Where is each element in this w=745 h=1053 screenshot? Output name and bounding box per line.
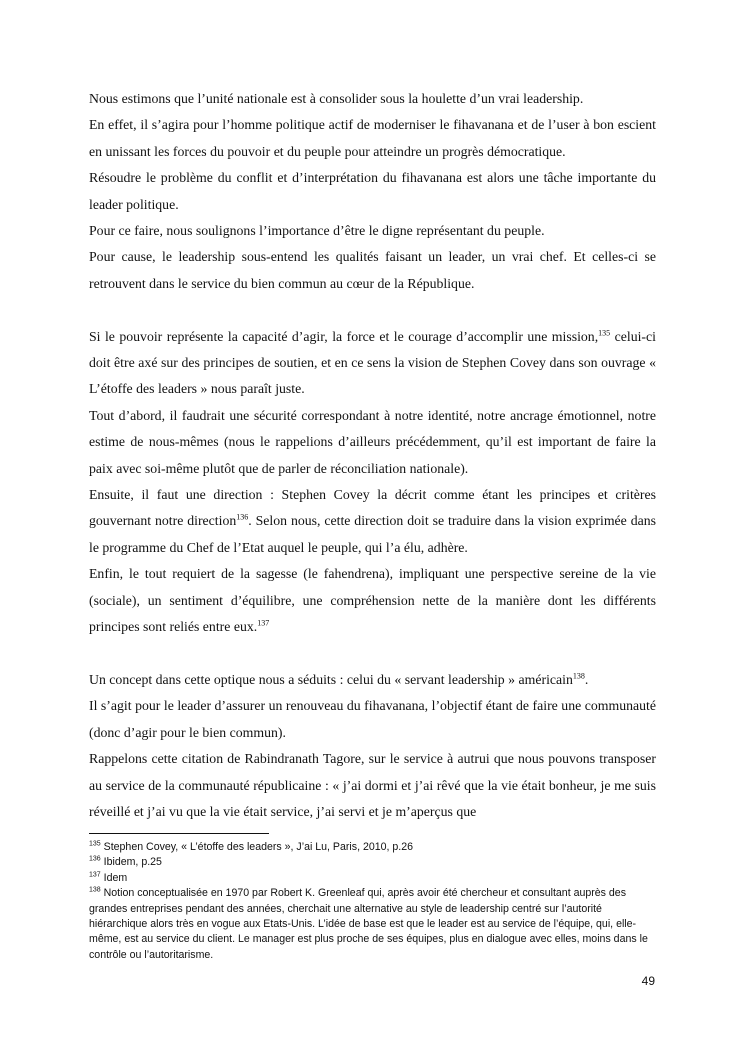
footnote-ref-138[interactable]: 138 [572,671,585,681]
footnote: $^{138}$ Notion conceptualisée en 1970 par Robert K. Greenleaf qui, après avoir été chercheur et consultant auprès des grandes entreprises pendant des années, cherchait une alternative au style de leadership centré sur l’autorité hiérarchique alors très en vogue aux Etats-Unis. L’idée de base est que le leader est au service de l’équipe, qui, elle-même, est au service du client. Le manager est plus proche de ses équipes, plus en dialogue avec elles, moins dans le contrôle ou l’autoritarisme. [89,886,648,961]
paragraph: Enfin, le tout requiert de la sagesse (le fahendrena), impliquant une perspective sereine de la vie (sociale), un sentiment d’équilibre, une compréhension nette de la manière dont les différents principes sont reliés entre eux.$^{137}$ [89,566,656,635]
footnote: $^{137}$ Idem [89,871,128,884]
body-text [89,86,656,825]
paragraph: Tout d’abord, il faudrait une sécurité correspondant à notre identité, notre ancrage émotionnel, notre estime de nous-mêmes (nous le rappelions d’ailleurs précédemment, qu’il est important de faire la paix avec soi-même plutôt que de parler de réconciliation nationale). [89,407,656,476]
footnote-ref-136[interactable]: 136 [236,512,249,522]
footnote: $^{136}$ Ibidem, p.25 [89,855,162,869]
paragraph: Nous estimons que l’unité nationale est à consolider sous la houlette d’un vrai leadership. [89,91,584,106]
paragraph: En effet, il s’agira pour l’homme politique actif de moderniser le fihavanana et de l’user à bon escient en unissant les forces du pouvoir et du peuple pour atteindre un progrès démocratique. [89,117,656,159]
paragraph: Résoudre le problème du conflit et d’interprétation du fihavanana est alors une tâche importante du leader politique. [89,170,656,212]
paragraph-spacer [89,297,656,323]
footnote-ref-137[interactable]: 137 [257,618,270,628]
paragraph: Ensuite, il faut une direction : Stephen Covey la décrit comme étant les principes et critères gouvernant notre direction$^{136}$. Selon nous, cette direction doit se traduire dans la vision exprimée dans le programme du Chef de l’Etat auquel le peuple, qui l’a élu, adhère. [89,487,656,555]
paragraph: Pour cause, le leadership sous-entend les qualités faisant un leader, un vrai chef. Et celles-ci se retrouvent dans le service du bien commun au cœur de la République. [89,249,656,291]
paragraph-spacer [89,641,656,667]
paragraph: Rappelons cette citation de Rabindranath Tagore, sur le service à autrui que nous pouvons transposer au service de la communauté républicaine : « j’ai dormi et j’ai rêvé que la vie était bonheur, je me suis réveillé et j’ai vu que la vie était service, j’ai servi et je m’aperçus que [89,751,656,819]
page-number: 49 [641,974,655,988]
paragraph: Il s’agit pour le leader d’assurer un renouveau du fihavanana, l’objectif étant de faire une communauté (donc d’agir pour le bien commun). [89,698,656,740]
footnote-separator [89,833,269,834]
footnote-ref-135[interactable]: 135 [598,328,611,338]
paragraph: Un concept dans cette optique nous a séduits : celui du « servant leadership » américain$^{138}$. [89,671,589,687]
footnote: $^{135}$ Stephen Covey, « L’étoffe des leaders », J’ai Lu, Paris, 2010, p.26 [89,840,414,853]
paragraph: Pour ce faire, nous soulignons l’importance d’être le digne représentant du peuple. [89,223,545,239]
paragraph: Si le pouvoir représente la capacité d’agir, la force et le courage d’accomplir une mission,$^{135}$ celui-ci doit être axé sur des principes de soutien, et en ce sens la vision de Stephen Covey dans son ouvrage « L’étoffe des leaders » nous paraît juste. [89,328,656,397]
footnotes [89,840,656,963]
